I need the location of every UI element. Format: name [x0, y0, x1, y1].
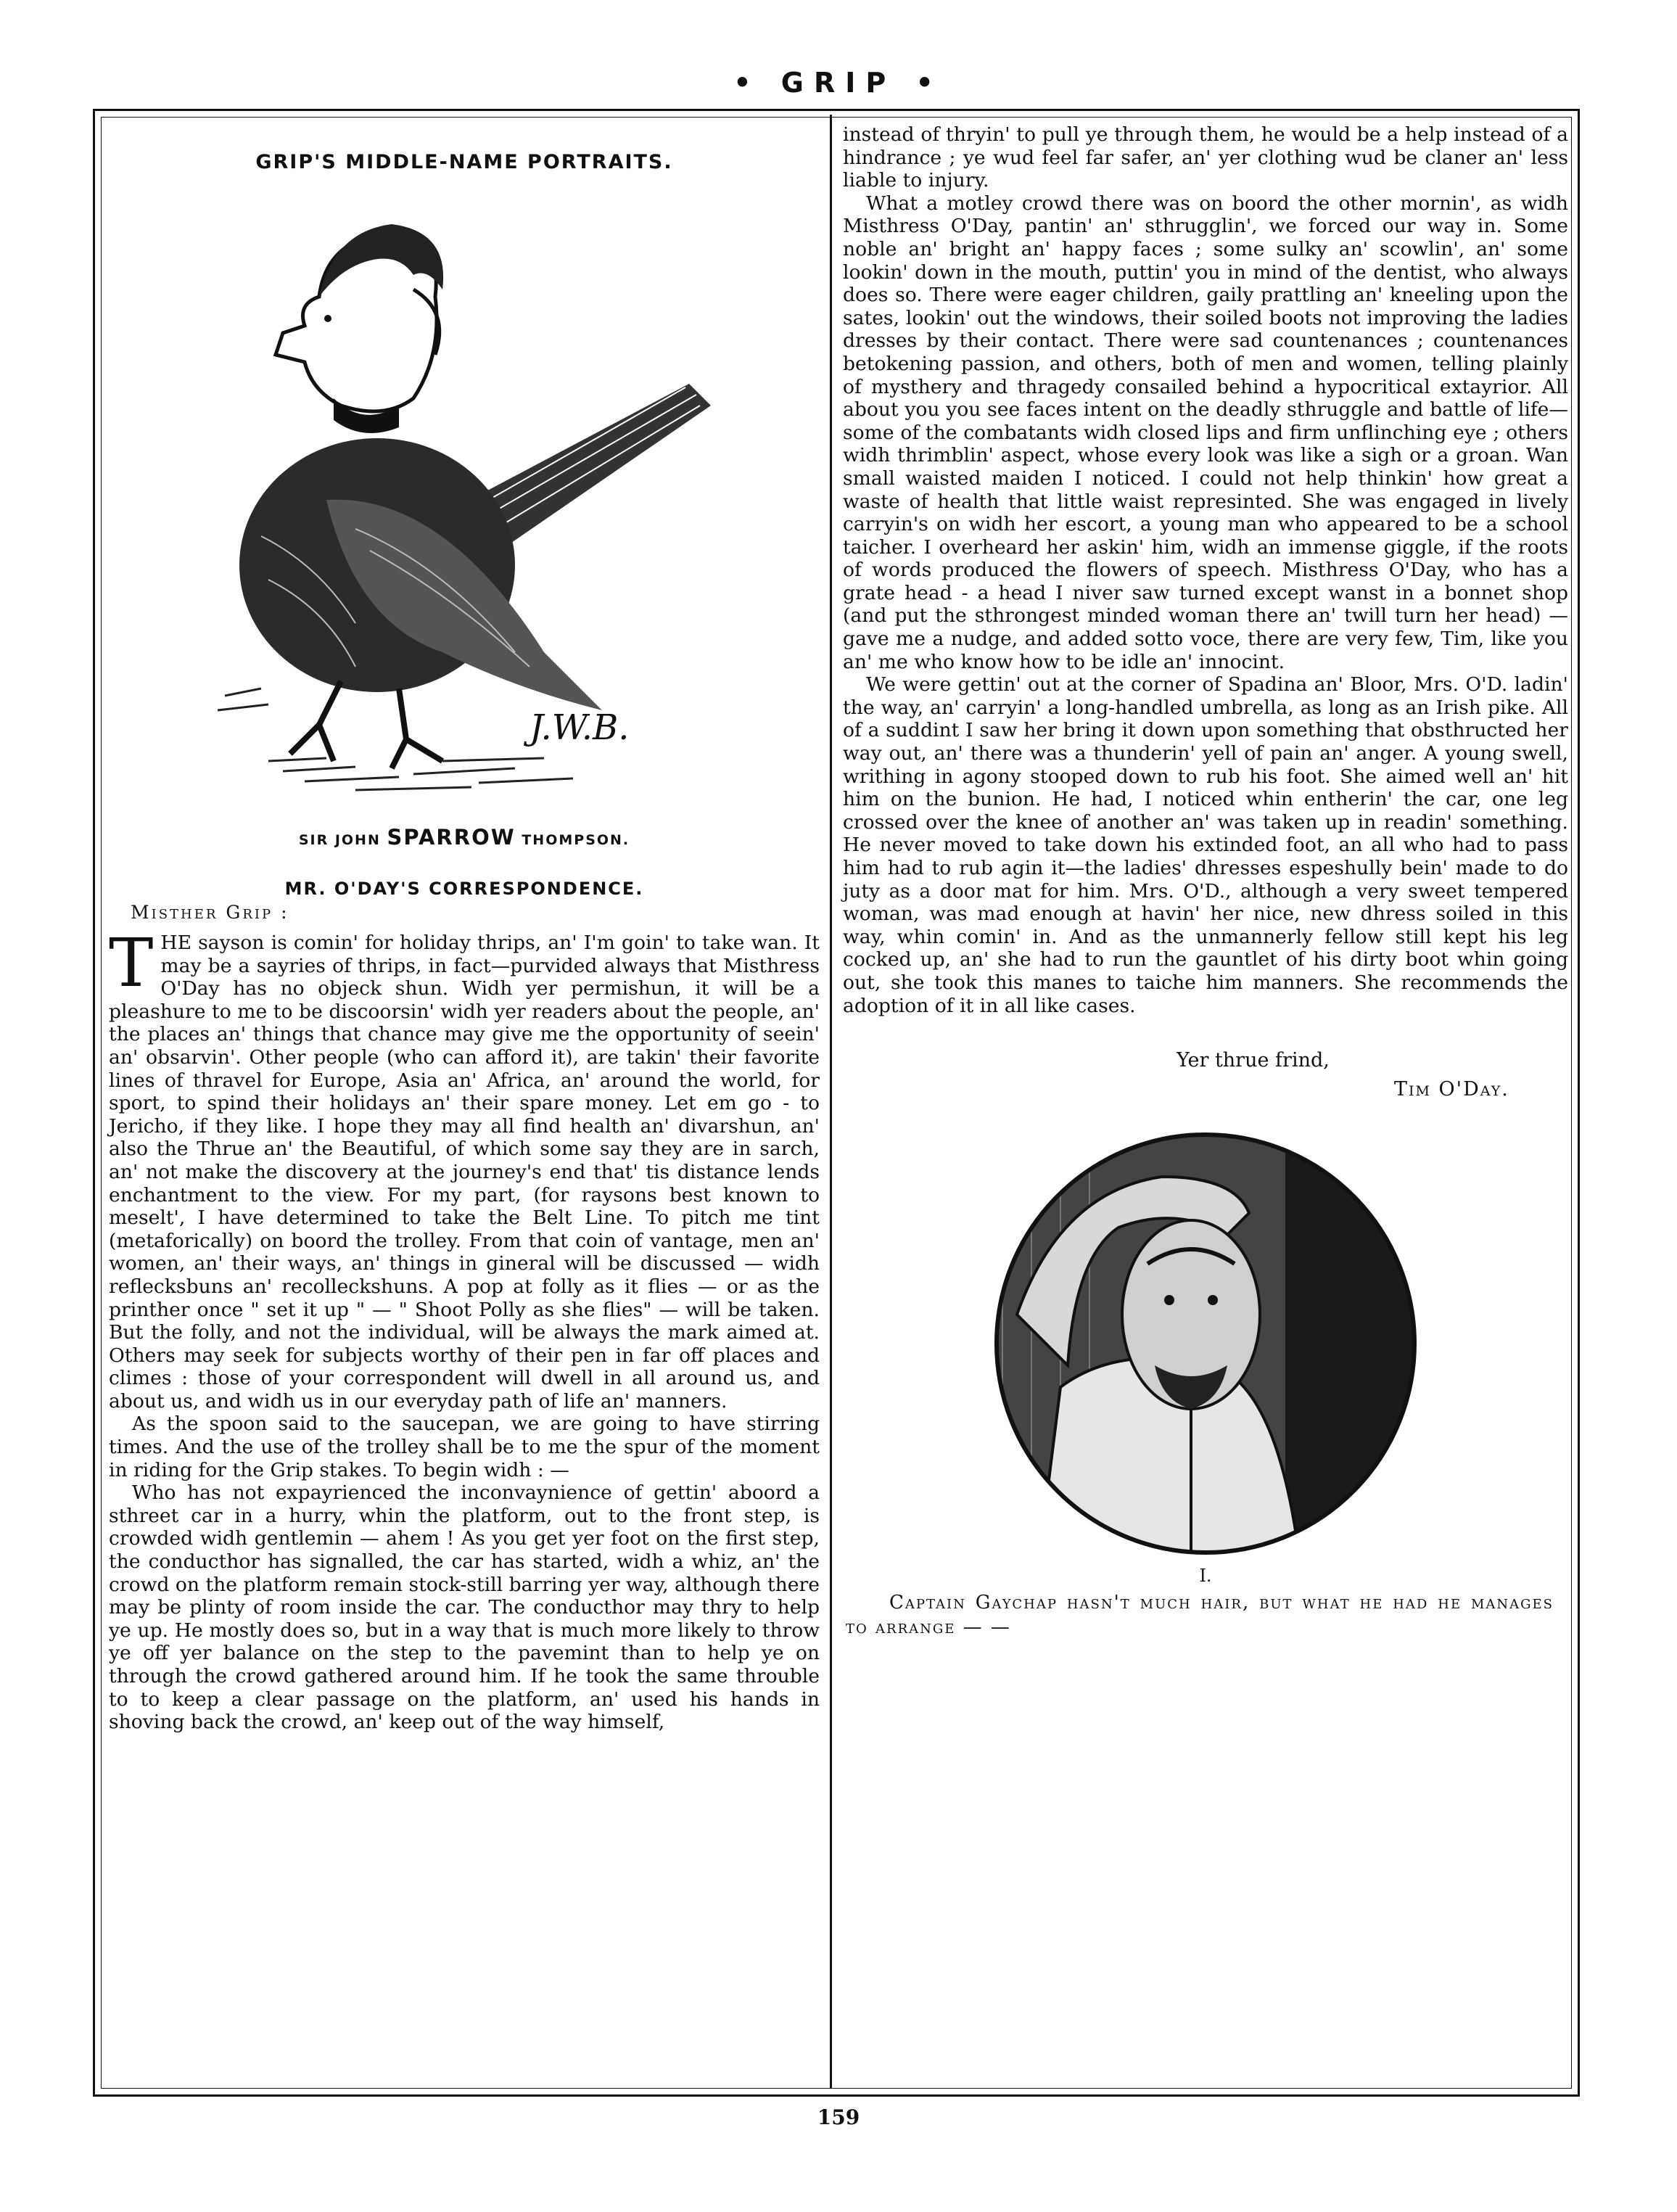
salutation: Misther Grip :	[131, 902, 289, 923]
dropcap: T	[109, 924, 154, 1002]
article-title: MR. O'DAY'S CORRESPONDENCE.	[284, 879, 644, 899]
paragraph: As the spoon said to the saucepan, we are going to have stirring times. And the use of the trolley shall be to me the spur of the moment in riding for the Grip stakes. To begin widh : —	[109, 1413, 820, 1481]
paragraph: We were gettin' out at the corner of Spadina an' Bloor, Mrs. O'D. ladin' the way, an' carryin' a long-handled umbrella, as long as an Irish pike. All of a suddint I saw her bring it down upon something that obsthructed her way out, an' there was a thunderin' yell of pain an' anger. A young swell, writhing in agony stooped down to rub his foot. She aimed well an' hit him on the bunion. He had, I noticed whin entherin' the car, one leg crossed over the knee of another an' was taken up in readin' something. He never moved to take down his extinded foot, an all who had to pass him had to rub agin it—the ladies' dhresses espeshully bein' made to do juty as a door mat for him. Mrs. O'D., although a very sweet tempered woman, was mad enough at havin' her nice, new dhress soiled in this way, whin comin' in. And as the unmannerly fellow still kept his leg cocked up, an' she had to run the gauntlet of his dirty boot whin going out, she took this manes to taiche him manners. She recommends the adoption of it in all like cases.	[843, 673, 1568, 1017]
column-divider	[830, 115, 832, 2088]
right-column	[843, 123, 1568, 1640]
signoff-signature: Tim O'Day.	[1394, 1078, 1509, 1101]
signoff-greeting: Yer thrue frind,	[1177, 1049, 1330, 1072]
caption-pre: SIR JOHN	[298, 832, 381, 848]
figure-caption: Captain Gaychap hasn't much hair, but what he had he manages to arrange — —	[846, 1592, 1554, 1639]
artist-signature: J.W.B.	[530, 707, 630, 748]
paragraph: What a motley crowd there was on boord the other mornin', as widh Misthress O'Day, pantin' an' sthrugglin', we forced our way in. Some noble an' bright an' happy faces ; some sulky an' scowlin', an' some lookin' down in the mouth, puttin' you in mind of the dentist, who always does so. There were eager children, gaily prattling an' kneeling upon the sates, lookin' out the windows, their soiled boots not improving the ladies dresses by their contact. There were sad countenances ; countenances betokening passion, and others, both of men and women, telling plainly of mysthery and thragedy consailed behind a hypocritical extayrior. All about you you see faces intent on the deadly sthruggle and battle of life—some of the combatants widh closed lips and firm unflinching eye ; others widh thrimblin' aspect, whose every look was like a sigh or a groan. Wan small waisted maiden I noticed. I could not help thinkin' how great a waste of health that little waist represinted. She was engaged in lively carryin's on widh her escort, a young man who appeared to be a school taicher. I overheard her askin' him, widh an immense giggle, if the roots of words produced the flowers of speech. Misthress O'Day, who has a grate head - a head I niver saw turned except wanst in a bonnet shop (and put the sthrongest minded woman there an' twill turn her head) — gave me a nudge, and added sotto voce, there are very few, Tim, like you an' me who know how to be idle an' innocint.	[843, 192, 1568, 673]
masthead: • GRIP •	[733, 67, 944, 99]
paragraph: THE sayson is comin' for holiday thrips, an' I'm goin' to take wan. It may be a sayries of thrips, in fact—purvided always that Misthress O'Day has no objeck shun. Widh yer permishun, it will be a pleashure to me to be discoorsin' widh yer readers about the people, an' the places an' things that chance may give me the opportunity of seein' an' obsarvin'. Other people (who can afford it), are takin' their favorite lines of thravel for Europe, Asia an' Africa, an' around the world, for sport, to spind their holidays an' their spare money. Let em go - to Jericho, if they like. I hope they may all find health an' divarshun, an' also the Thrue an' the Beautiful, of which some say they are in sarch, an' not make the discovery at the journey's end that' tis distance lends enchantment to the view. For my part, (for raysons best known to meselt', I have determined to take the Belt Line. To pitch me tint (metaforically) on boord the trolley. From that coin of vantage, men an' women, an' their ways, an' things in gineral will be discussed — widh reflecksbuns an' recolleckshuns. A pop at folly as it flies — or as the printher once " set it up " — " Shoot Polly as she flies" — will be taken. But the folly, and not the individual, will be always the mark aimed at. Others may seek for subjects worthy of their pen in far off places and climes : those of your correspondent will dwell in all around us, and about us, and widh us in our everyday path of life an' manners.	[109, 924, 820, 1413]
sparrow-portrait-illustration	[138, 188, 791, 812]
portrait-caption	[109, 825, 820, 850]
figure-label: I.	[1199, 1566, 1212, 1587]
paragraph: Who has not expayrienced the inconvaynience of gettin' aboord a sthreet car in a hurry, whin the platform, out to the front step, is crowded widh gentlemin — ahem ! As you get yer foot on the first step, the conducthor has signalled, the car has started, widh a whiz, an' the crowd on the platform remain stock-still barring yer way, although there may be plinty of room inside the car. The conducthor may thry to help ye up. He mostly does so, but in a way that is much more likely to throw ye off yer balance on the step to the pavemint than to help ye on through the crowd gathered around him. If he took the same throuble to to keep a clear passage on the platform, an' used his hands in shoving back the crowd, an' keep out of the way himself,	[109, 1481, 820, 1734]
page-number: 159	[817, 2105, 860, 2129]
section-title: GRIP'S MIDDLE-NAME PORTRAITS.	[255, 151, 673, 173]
caption-name: SPARROW	[387, 825, 516, 850]
paragraph: instead of thryin' to pull ye through them, he would be a help instead of a hindrance ; ye wud feel far safer, an' yer clothing wud be claner an' less liable to injury.	[843, 123, 1568, 192]
captain-gaychap-illustration	[973, 1126, 1438, 1561]
left-column	[109, 123, 820, 1734]
caption-post: THOMPSON.	[522, 832, 630, 848]
